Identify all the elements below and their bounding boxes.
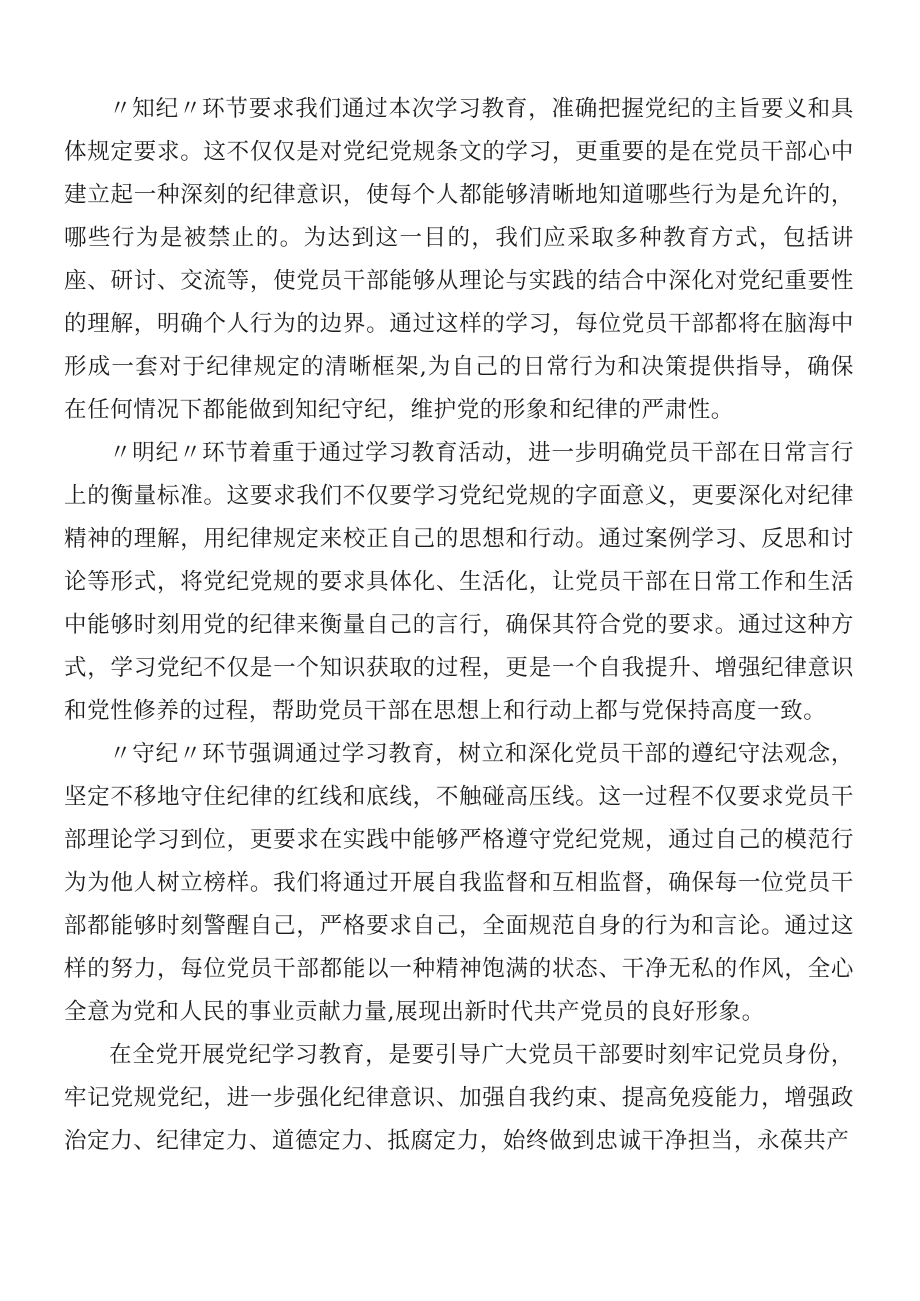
document-body xyxy=(64,88,854,1163)
paragraph-mingji: 〃明纪〃环节着重于通过学习教育活动，进一步明确党员干部在日常言行上的衡量标准。这要求我们不仅要学习党纪党规的字面意义，更要深化对纪律精神的理解，用纪律规定来校正自己的思想和行动。通过案例学习、反思和讨论等形式，将党纪党规的要求具体化、生活化，让党员干部在日常工作和生活中能够时刻用党的纪律来衡量自己的言行，确保其符合党的要求。通过这种方式，学习党纪不仅是一个知识获取的过程，更是一个自我提升、增强纪律意识和党性修养的过程，帮助党员干部在思想上和行动上都与党保持高度一致。 xyxy=(64,440,854,724)
paragraph-zhiji: 〃知纪〃环节要求我们通过本次学习教育，准确把握党纪的主旨要义和具体规定要求。这不仅仅是对党纪党规条文的学习，更重要的是在党员干部心中建立起一种深刻的纪律意识，使每个人都能够清晰地知道哪些行为是允许的，哪些行为是被禁止的。为达到这一目的，我们应采取多种教育方式，包括讲座、研讨、交流等，使党员干部能够从理论与实践的结合中深化对党纪重要性的理解，明确个人行为的边界。通过这样的学习，每位党员干部都将在脑海中形成一套对于纪律规定的清晰框架,为自己的日常行为和决策提供指导，确保在任何情况下都能做到知纪守纪，维护党的形象和纪律的严肃性。 xyxy=(64,96,854,423)
paragraph-education: 在全党开展党纪学习教育，是要引导广大党员干部要时刻牢记党员身份，牢记党规党纪，进一步强化纪律意识、加强自我约束、提高免疫能力，增强政治定力、纪律定力、道德定力、抵腐定力，始终做到忠诚干净担当，永葆共产 xyxy=(64,1042,854,1154)
paragraph-shouji: 〃守纪〃环节强调通过学习教育，树立和深化党员干部的遵纪守法观念，坚定不移地守住纪律的红线和底线，不触碰高压线。这一过程不仅要求党员干部理论学习到位，更要求在实践中能够严格遵守党纪党规，通过自己的模范行为为他人树立榜样。我们将通过开展自我监督和互相监督，确保每一位党员干部都能够时刻警醒自己，严格要求自己，全面规范自身的行为和言论。通过这样的努力，每位党员干部都能以一种精神饱满的状态、干净无私的作风，全心全意为党和人民的事业贡献力量,展现出新时代共产党员的良好形象。 xyxy=(64,741,854,1025)
